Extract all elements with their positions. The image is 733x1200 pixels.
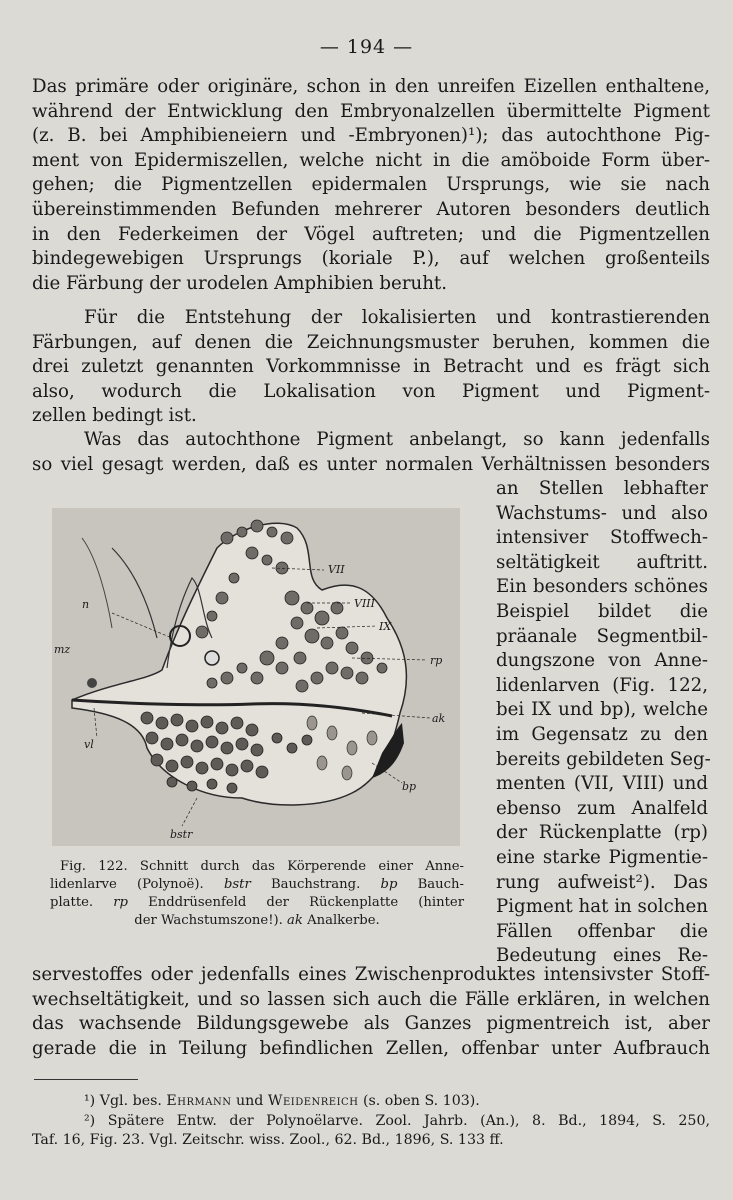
figure-label: n bbox=[82, 598, 90, 611]
figure-caption bbox=[50, 858, 464, 930]
text-line: Beispiel bildet die bbox=[496, 600, 708, 622]
text-line: an Stellen lebhafter bbox=[496, 478, 708, 499]
figure-label: VIII bbox=[354, 597, 375, 610]
footnote-rule bbox=[34, 1079, 138, 1080]
caption-text: Enddrüsenfeld der Rückenplatte (hinter bbox=[127, 895, 464, 910]
text-line: (z. B. bei Amphibieneiern und -Embryonen)¹); das autochthone Pig- bbox=[32, 125, 710, 147]
figure-label: ak bbox=[432, 712, 446, 725]
text-line: intensiver Stoffwech- bbox=[496, 527, 708, 549]
text-line: eine starke Pigmentie- bbox=[496, 846, 708, 868]
caption-text: der Wachstumszone!). bbox=[134, 913, 288, 928]
text-line: Das primäre oder originäre, schon in den unreifen Eizellen enthaltene, bbox=[32, 76, 710, 97]
caption-text: Analkerbe. bbox=[302, 913, 380, 928]
caption-abbrev: rp bbox=[113, 895, 128, 910]
text-line: so viel gesagt werden, daß es unter normalen Verhältnissen besonders bbox=[32, 453, 710, 475]
footnote-text: ¹) Vgl. bes. bbox=[84, 1093, 167, 1109]
text-line: während der Entwicklung den Embryonalzellen übermittelte Pigment bbox=[32, 100, 710, 122]
paragraph-3-tail bbox=[32, 963, 710, 1061]
figure-label: IX bbox=[379, 620, 392, 633]
caption-line bbox=[50, 876, 464, 894]
footnote-1 bbox=[32, 1092, 710, 1112]
text-line: übereinstimmenden Befunden mehrerer Autoren besonders deutlich bbox=[32, 198, 710, 220]
figure-label: mz bbox=[54, 643, 71, 656]
footnote-text: und bbox=[231, 1093, 268, 1109]
text-line: der Rückenplatte (rp) bbox=[496, 822, 708, 844]
text-line: präanale Segmentbil- bbox=[496, 625, 708, 647]
text-line: Ein besonders schönes bbox=[496, 576, 708, 598]
text-line: lidenlarven (Fig. 122, bbox=[496, 674, 708, 696]
figure-label: bp bbox=[402, 780, 417, 793]
text-line: bereits gebildeten Seg- bbox=[496, 748, 711, 770]
text-line: gerade die in Teilung befindlichen Zellen, offenbar unter Aufbrauch bbox=[32, 1037, 710, 1059]
text-line: bindegewebigen Ursprungs (koriale P.), auf welchen großenteils bbox=[32, 248, 710, 270]
text-line: dungszone von Anne- bbox=[496, 650, 708, 672]
footnote-author: Weidenreich bbox=[267, 1093, 359, 1109]
text-line: Färbungen, auf denen die Zeichnungsmuster beruhen, kommen die bbox=[32, 331, 710, 353]
caption-line bbox=[50, 894, 464, 912]
text-line: ment von Epidermiszellen, welche nicht in die amöboide Form über- bbox=[32, 149, 710, 171]
caption-text: Bauch- bbox=[397, 877, 464, 892]
caption-text: platte. bbox=[50, 895, 114, 910]
text-line: also, wodurch die Lokalisation von Pigment und Pigment- bbox=[32, 380, 710, 402]
text-line: drei zuletzt genannten Vorkommnisse in Betracht und es frägt sich bbox=[32, 356, 710, 378]
figure-label: VII bbox=[328, 563, 345, 576]
text-line: im Gegensatz zu den bbox=[496, 723, 708, 745]
text-line: Was das autochthone Pigment anbelangt, so kann jedenfalls bbox=[84, 429, 710, 450]
caption-abbrev: bstr bbox=[223, 877, 251, 892]
text-line: bei IX und bp), welche bbox=[496, 699, 708, 721]
caption-abbrev: bp bbox=[380, 877, 398, 892]
caption-line bbox=[50, 912, 464, 930]
text-line: Für die Entstehung der lokalisierten und kontrastierenden bbox=[84, 307, 710, 328]
figure-label: rp bbox=[430, 654, 443, 667]
caption-text: Bauchstrang. bbox=[250, 877, 381, 892]
paragraph-1 bbox=[32, 75, 710, 296]
figure-122-illustration bbox=[52, 508, 460, 846]
text-line: servestoffes oder jedenfalls eines Zwischenproduktes intensivster Stoff- bbox=[32, 964, 710, 985]
text-line: Fällen offenbar die bbox=[496, 920, 708, 942]
page-number: — 194 — bbox=[319, 36, 414, 58]
text-line: menten (VII, VIII) und bbox=[496, 773, 708, 795]
text-line: ebenso zum Analfeld bbox=[496, 797, 708, 819]
footnote-2: ²) Spätere Entw. der Polynoëlarve. Zool. Jahrb. (An.), 8. Bd., 1894, S. 250, bbox=[84, 1112, 710, 1129]
paragraph-3-column bbox=[496, 477, 711, 969]
text-line: in den Federkeimen der Vögel auftreten; und die Pigmentzellen bbox=[32, 223, 710, 245]
text-line: seltätigkeit auftritt. bbox=[496, 551, 708, 573]
figure-label: bstr bbox=[170, 828, 193, 841]
annelid-larva-section-drawing bbox=[52, 508, 460, 846]
text-line: wechseltätigkeit, und so lassen sich auch die Fälle erklären, in welchen bbox=[32, 988, 710, 1010]
text-line: Pigment hat in solchen bbox=[496, 896, 708, 918]
text-line: Bedeutung eines Re- bbox=[496, 945, 708, 967]
footnote-text: (s. oben S. 103). bbox=[358, 1093, 480, 1109]
paragraph-3-head bbox=[32, 428, 710, 477]
footnote-author: Ehrmann bbox=[166, 1093, 232, 1109]
text-line: gehen; die Pigmentzellen epidermalen Ursprungs, wie sie nach bbox=[32, 174, 710, 196]
text-line: rung aufweist²). Das bbox=[496, 871, 708, 893]
text-line: zellen bedingt ist. bbox=[32, 405, 197, 427]
text-line: das wachsende Bildungsgewebe als Ganzes pigmentreich ist, aber bbox=[32, 1013, 710, 1035]
caption-line: Fig. 122. Schnitt durch das Körperende einer Anne- bbox=[60, 859, 464, 874]
footnotes bbox=[32, 1092, 710, 1151]
caption-abbrev: ak bbox=[287, 913, 303, 928]
text-line: Wachstums- und also bbox=[496, 502, 708, 524]
text-line: die Färbung der urodelen Amphibien beruht. bbox=[32, 272, 448, 294]
paragraph-2 bbox=[32, 306, 710, 429]
caption-text: lidenlarve (Polynoë). bbox=[50, 877, 224, 892]
footnote-2-continued: Taf. 16, Fig. 23. Vgl. Zeitschr. wiss. Zool., 62. Bd., 1896, S. 133 ff. bbox=[32, 1132, 504, 1148]
figure-label: vl bbox=[84, 738, 94, 751]
